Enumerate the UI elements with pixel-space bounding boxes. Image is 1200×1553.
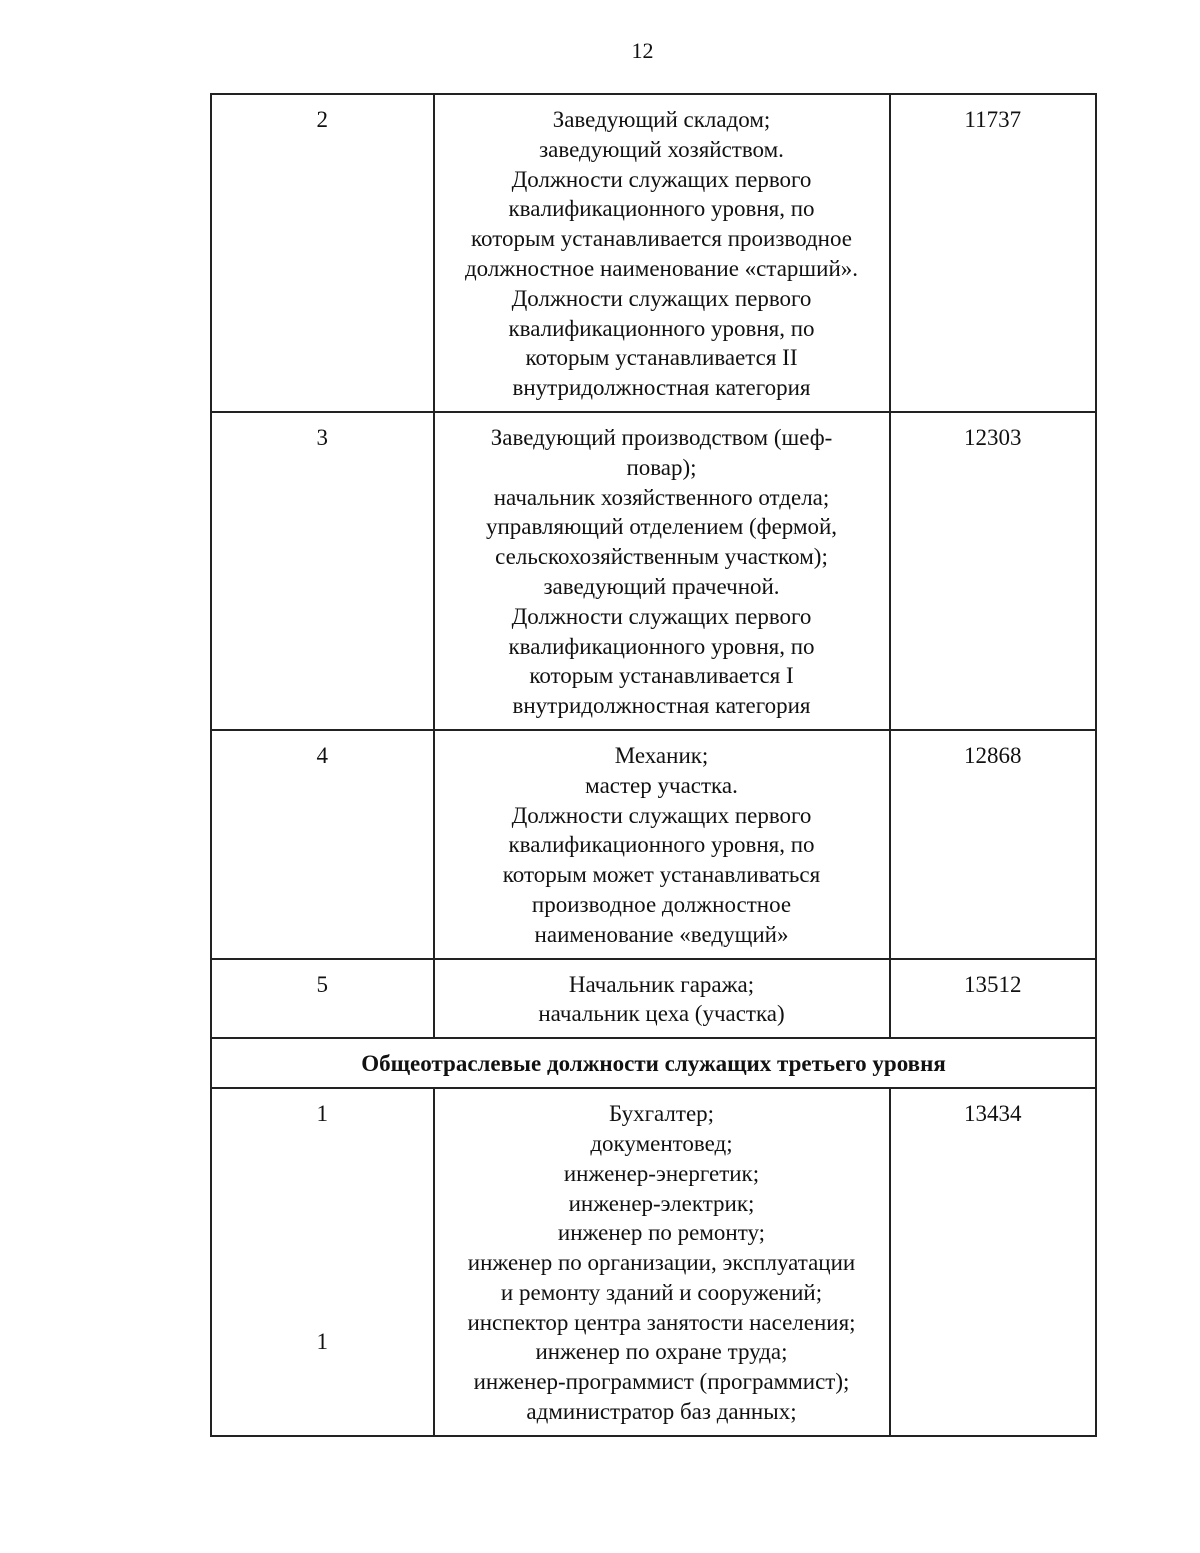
position-title-line: которым устанавливается II [525, 345, 798, 371]
row-number: 2 [316, 107, 328, 132]
position-title-line: производное должностное [531, 891, 792, 917]
section-heading-row [211, 1038, 1096, 1088]
position-titles [435, 960, 889, 1038]
row-number: 4 [316, 742, 328, 768]
salary-code-cell [890, 94, 1096, 412]
position-title-line: инженер-электрик; [568, 1190, 755, 1216]
position-title-line: заведующий хозяйством. [539, 136, 784, 162]
position-title-line: Должности служащих первого [511, 285, 812, 311]
table-row [211, 1088, 1096, 1436]
position-titles-cell [434, 959, 890, 1039]
position-title-line: инженер-энергетик; [563, 1160, 760, 1186]
position-title-line: начальник цеха (участка) [538, 1001, 785, 1027]
position-titles-cell [434, 412, 890, 730]
position-title-line: начальник хозяйственного отдела; [493, 484, 830, 510]
section-heading: Общеотраслевые должности служащих третьего уровня [211, 1038, 1096, 1088]
position-title-line: администратор баз данных; [526, 1399, 797, 1425]
position-title-line: квалификационного уровня, по [508, 315, 815, 341]
position-title-line: Механик; [614, 742, 709, 768]
position-title-line: документовед; [590, 1130, 733, 1156]
salary-code-cell [890, 730, 1096, 959]
row-number-repeat: 1 [316, 1328, 328, 1354]
table-row [211, 959, 1096, 1039]
row-number-cell [211, 1088, 434, 1436]
table-row [211, 730, 1096, 959]
position-title-line: Бухгалтер; [608, 1101, 715, 1127]
position-titles-cell [434, 1088, 890, 1436]
salary-code: 13512 [964, 971, 1022, 997]
position-title-line: сельскохозяйственным участком); [495, 544, 828, 570]
position-title-line: которым устанавливается производное [471, 226, 852, 252]
salary-code-cell [890, 959, 1096, 1039]
position-title-line: инженер-программист (программист); [473, 1369, 850, 1395]
position-title-line: квалификационного уровня, по [508, 832, 815, 858]
position-title-line: Должности служащих первого [511, 166, 812, 192]
position-titles [435, 413, 889, 729]
row-number: 1 [316, 1101, 328, 1127]
page-number: 12 [631, 38, 654, 63]
row-number-cell [211, 412, 434, 730]
row-number-cell [211, 730, 434, 959]
position-title-line: Начальник гаража; [568, 971, 755, 997]
position-titles [435, 95, 889, 411]
salary-code-cell [890, 1088, 1096, 1436]
position-title-line: инспектор центра занятости населения; [467, 1309, 856, 1335]
position-title-line: и ремонту зданий и сооружений; [500, 1279, 823, 1305]
row-number-stack [212, 1089, 433, 1357]
position-title-line: повар); [626, 454, 697, 480]
position-titles [435, 1089, 889, 1435]
row-number-cell [211, 94, 434, 412]
positions-table [210, 93, 1097, 1437]
salary-code: 12303 [964, 424, 1022, 450]
position-title-line: инженер по охране труда; [535, 1339, 788, 1365]
position-title-line: квалификационного уровня, по [508, 196, 815, 222]
position-title-line: заведующий прачечной. [543, 573, 780, 599]
position-titles-cell [434, 94, 890, 412]
row-number-cell [211, 959, 434, 1039]
row-number: 5 [316, 971, 328, 997]
position-title-line: Заведующий складом; [552, 107, 771, 132]
position-title-line: должностное наименование «старший». [464, 255, 859, 281]
position-title-line: внутридолжностная категория [512, 375, 811, 401]
position-title-line: которым может устанавливаться [502, 862, 821, 888]
table-row [211, 412, 1096, 730]
position-title-line: мастер участка. [585, 772, 738, 798]
position-title-line: инженер по ремонту; [557, 1220, 766, 1246]
salary-code: 13434 [964, 1101, 1022, 1127]
position-title-line: которым устанавливается I [529, 663, 794, 689]
position-title-line: Должности служащих первого [511, 802, 812, 828]
position-title-line: внутридолжностная категория [512, 693, 811, 719]
position-title-line: наименование «ведущий» [534, 921, 789, 947]
position-titles [435, 731, 889, 958]
row-number: 3 [316, 424, 328, 450]
position-title-line: квалификационного уровня, по [508, 633, 815, 659]
salary-code-cell [890, 412, 1096, 730]
position-title-line: Заведующий производством (шеф- [490, 424, 833, 450]
table-row [211, 94, 1096, 412]
position-title-line: Должности служащих первого [511, 603, 812, 629]
position-title-line: управляющий отделением (фермой, [485, 514, 838, 540]
salary-code: 12868 [964, 742, 1022, 768]
salary-code: 11737 [964, 107, 1022, 132]
position-titles-cell [434, 730, 890, 959]
position-title-line: инженер по организации, эксплуатации [467, 1250, 856, 1276]
